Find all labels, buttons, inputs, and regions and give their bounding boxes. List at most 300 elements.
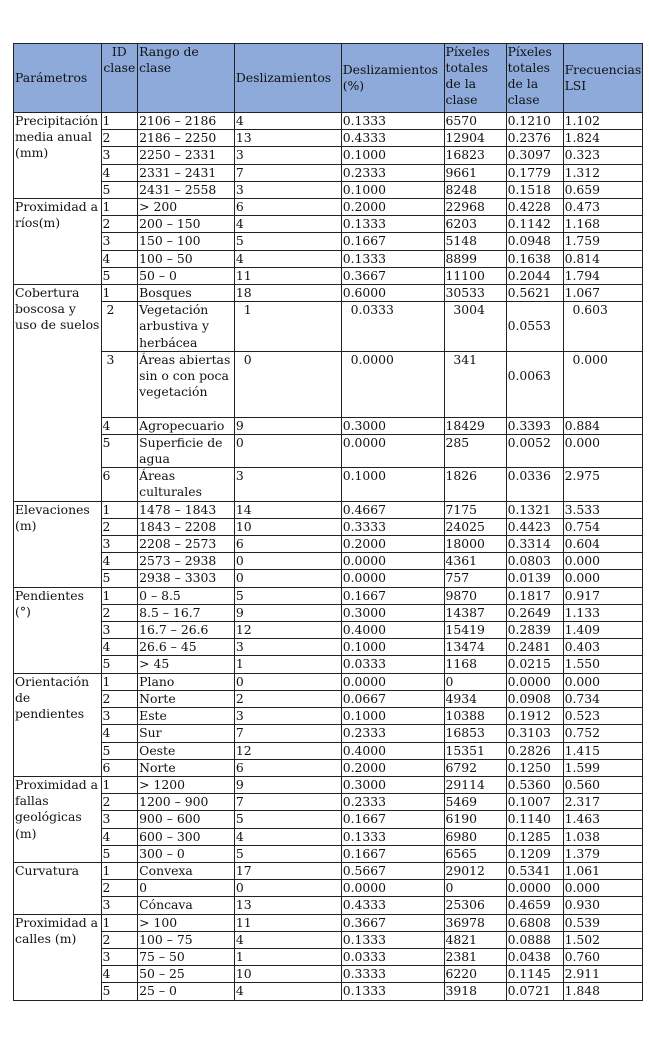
lsi-cell: 0.884 [563, 417, 642, 434]
pixeles-cell: 4821 [444, 931, 506, 948]
id-clase-cell: 3 [101, 948, 138, 965]
lsi-cell: 2.317 [563, 794, 642, 811]
table-row [14, 742, 643, 759]
deslizamientos-pct-cell: 0.1000 [341, 147, 444, 164]
id-clase-cell: 1 [101, 501, 138, 518]
deslizamientos-cell: 7 [234, 794, 341, 811]
table-header [14, 44, 643, 113]
lsi-cell: 1.794 [563, 267, 642, 284]
deslizamientos-pct-cell: 0.3667 [341, 267, 444, 284]
rango-cell: 2106 – 2186 [138, 113, 235, 130]
id-clase-cell: 3 [101, 897, 138, 914]
rango-cell: > 1200 [138, 776, 235, 793]
pixeles-cell: 1826 [444, 468, 506, 501]
table-row [14, 233, 643, 250]
rango-cell: Norte [138, 690, 235, 707]
id-clase-cell: 2 [101, 794, 138, 811]
rango-cell: Vegetación arbustiva y herbácea [138, 302, 235, 352]
deslizamientos-cell: 10 [234, 518, 341, 535]
table-row [14, 570, 643, 587]
lsi-cell: 0.917 [563, 587, 642, 604]
lsi-cell: 1.061 [563, 862, 642, 879]
pixeles-cell: 8899 [444, 250, 506, 267]
lsi-cell: 0.473 [563, 199, 642, 216]
id-clase-cell: 3 [101, 622, 138, 639]
table-row [14, 351, 643, 417]
header-pixeles-fraccion: Píxeles totales de la clase [506, 44, 563, 113]
table-row [14, 673, 643, 690]
deslizamientos-pct-cell: 0.3000 [341, 417, 444, 434]
pixeles-cell: 1168 [444, 656, 506, 673]
deslizamientos-pct-cell: 0.1000 [341, 708, 444, 725]
pixeles-cell: 7175 [444, 501, 506, 518]
deslizamientos-cell: 11 [234, 267, 341, 284]
lsi-cell: 0.000 [563, 553, 642, 570]
id-clase-cell: 2 [101, 216, 138, 233]
table-row [14, 828, 643, 845]
pixeles-fraccion-cell: 0.0803 [506, 553, 563, 570]
pixeles-cell: 12904 [444, 130, 506, 147]
pixeles-fraccion-cell: 0.5341 [506, 862, 563, 879]
rango-cell: Convexa [138, 862, 235, 879]
deslizamientos-cell: 7 [234, 725, 341, 742]
id-clase-cell: 1 [101, 587, 138, 604]
table-row [14, 897, 643, 914]
table-row [14, 587, 643, 604]
rango-cell: 100 – 50 [138, 250, 235, 267]
table-row [14, 690, 643, 707]
pixeles-cell: 3004 [444, 302, 506, 352]
pixeles-cell: 3918 [444, 983, 506, 1000]
id-clase-cell: 4 [101, 725, 138, 742]
pixeles-fraccion-cell: 0.1638 [506, 250, 563, 267]
deslizamientos-cell: 3 [234, 639, 341, 656]
deslizamientos-cell: 13 [234, 897, 341, 914]
table-row [14, 794, 643, 811]
lsi-cell: 0.539 [563, 914, 642, 931]
pixeles-fraccion-cell: 0.2376 [506, 130, 563, 147]
lsi-cell: 1.379 [563, 845, 642, 862]
pixeles-fraccion-cell: 0.2839 [506, 622, 563, 639]
pixeles-cell: 6190 [444, 811, 506, 828]
pixeles-fraccion-cell: 0.1779 [506, 164, 563, 181]
deslizamientos-pct-cell: 0.1333 [341, 983, 444, 1000]
rango-cell: Áreas abiertas sin o con poca vegetación [138, 351, 235, 417]
deslizamientos-pct-cell: 0.1333 [341, 931, 444, 948]
rango-cell: > 100 [138, 914, 235, 931]
deslizamientos-cell: 3 [234, 468, 341, 501]
lsi-cell: 1.168 [563, 216, 642, 233]
lsi-cell: 1.409 [563, 622, 642, 639]
pixeles-fraccion-cell: 0.1209 [506, 845, 563, 862]
table-row [14, 553, 643, 570]
id-clase-cell: 5 [101, 181, 138, 198]
pixeles-cell: 24025 [444, 518, 506, 535]
header-frecuencias-lsi: Frecuencias LSI [563, 44, 642, 113]
pixeles-cell: 11100 [444, 267, 506, 284]
pixeles-cell: 6570 [444, 113, 506, 130]
parameter-cell: Orientación de pendientes [14, 673, 102, 776]
rango-cell: 900 – 600 [138, 811, 235, 828]
pixeles-cell: 22968 [444, 199, 506, 216]
lsi-cell: 1.038 [563, 828, 642, 845]
id-clase-cell: 5 [101, 845, 138, 862]
pixeles-fraccion-cell: 0.5621 [506, 285, 563, 302]
pixeles-cell: 16853 [444, 725, 506, 742]
id-clase-cell: 5 [101, 983, 138, 1000]
pixeles-cell: 6792 [444, 759, 506, 776]
rango-cell: 2331 – 2431 [138, 164, 235, 181]
pixeles-fraccion-cell: 0.3097 [506, 147, 563, 164]
pixeles-fraccion-cell: 0.0063 [506, 351, 563, 417]
rango-cell: > 45 [138, 656, 235, 673]
pixeles-cell: 18429 [444, 417, 506, 434]
lsi-cell: 0.603 [563, 302, 642, 352]
lsi-cell: 0.560 [563, 776, 642, 793]
id-clase-cell: 4 [101, 966, 138, 983]
deslizamientos-cell: 7 [234, 164, 341, 181]
rango-cell: 300 – 0 [138, 845, 235, 862]
id-clase-cell: 5 [101, 267, 138, 284]
rango-cell: 0 [138, 880, 235, 897]
lsi-cell: 0.000 [563, 434, 642, 467]
pixeles-fraccion-cell: 0.6808 [506, 914, 563, 931]
deslizamientos-cell: 4 [234, 931, 341, 948]
pixeles-fraccion-cell: 0.2044 [506, 267, 563, 284]
deslizamientos-cell: 5 [234, 587, 341, 604]
deslizamientos-pct-cell: 0.1667 [341, 587, 444, 604]
deslizamientos-pct-cell: 0.2333 [341, 725, 444, 742]
pixeles-cell: 36978 [444, 914, 506, 931]
deslizamientos-pct-cell: 0.2333 [341, 794, 444, 811]
table-body [14, 113, 643, 1001]
table-row [14, 302, 643, 352]
table-row [14, 948, 643, 965]
lsi-cell: 0.000 [563, 880, 642, 897]
deslizamientos-pct-cell: 0.1333 [341, 250, 444, 267]
pixeles-fraccion-cell: 0.1321 [506, 501, 563, 518]
deslizamientos-pct-cell: 0.1333 [341, 828, 444, 845]
pixeles-fraccion-cell: 0.1518 [506, 181, 563, 198]
lsi-cell: 0.604 [563, 536, 642, 553]
lsi-cell: 0.734 [563, 690, 642, 707]
pixeles-cell: 14387 [444, 604, 506, 621]
pixeles-cell: 8248 [444, 181, 506, 198]
parameter-cell: Pendientes (°) [14, 587, 102, 673]
deslizamientos-cell: 12 [234, 742, 341, 759]
deslizamientos-cell: 4 [234, 113, 341, 130]
table-row [14, 880, 643, 897]
lsi-cell: 1.824 [563, 130, 642, 147]
id-clase-cell: 5 [101, 570, 138, 587]
deslizamientos-pct-cell: 0.1667 [341, 233, 444, 250]
pixeles-fraccion-cell: 0.2649 [506, 604, 563, 621]
id-clase-cell: 4 [101, 639, 138, 656]
lsi-cell: 1.463 [563, 811, 642, 828]
pixeles-cell: 341 [444, 351, 506, 417]
id-clase-cell: 1 [101, 285, 138, 302]
lsi-cell: 2.975 [563, 468, 642, 501]
table-row [14, 267, 643, 284]
deslizamientos-pct-cell: 0.1000 [341, 639, 444, 656]
pixeles-fraccion-cell: 0.0948 [506, 233, 563, 250]
pixeles-cell: 13474 [444, 639, 506, 656]
rango-cell: 50 – 0 [138, 267, 235, 284]
pixeles-cell: 15419 [444, 622, 506, 639]
header-id-clase: ID clase [101, 44, 138, 113]
deslizamientos-cell: 0 [234, 570, 341, 587]
pixeles-cell: 0 [444, 673, 506, 690]
pixeles-cell: 757 [444, 570, 506, 587]
deslizamientos-pct-cell: 0.3000 [341, 776, 444, 793]
rango-cell: 2938 – 3303 [138, 570, 235, 587]
deslizamientos-cell: 11 [234, 914, 341, 931]
rango-cell: 600 – 300 [138, 828, 235, 845]
pixeles-cell: 10388 [444, 708, 506, 725]
deslizamientos-pct-cell: 0.0333 [341, 948, 444, 965]
pixeles-fraccion-cell: 0.0336 [506, 468, 563, 501]
id-clase-cell: 1 [101, 914, 138, 931]
pixeles-cell: 29012 [444, 862, 506, 879]
rango-cell: Norte [138, 759, 235, 776]
pixeles-cell: 5469 [444, 794, 506, 811]
deslizamientos-cell: 17 [234, 862, 341, 879]
deslizamientos-cell: 1 [234, 948, 341, 965]
rango-cell: 26.6 – 45 [138, 639, 235, 656]
pixeles-fraccion-cell: 0.0000 [506, 673, 563, 690]
deslizamientos-cell: 0 [234, 434, 341, 467]
deslizamientos-cell: 0 [234, 553, 341, 570]
table-row [14, 708, 643, 725]
table-row [14, 656, 643, 673]
pixeles-fraccion-cell: 0.1145 [506, 966, 563, 983]
table-row [14, 417, 643, 434]
id-clase-cell: 3 [101, 708, 138, 725]
table-row [14, 604, 643, 621]
deslizamientos-cell: 10 [234, 966, 341, 983]
pixeles-fraccion-cell: 0.3103 [506, 725, 563, 742]
lsi-cell: 0.000 [563, 673, 642, 690]
lsi-cell: 1.759 [563, 233, 642, 250]
table-row [14, 914, 643, 931]
pixeles-fraccion-cell: 0.1817 [506, 587, 563, 604]
lsi-cell: 1.067 [563, 285, 642, 302]
table-row [14, 845, 643, 862]
table-row [14, 113, 643, 130]
header-deslizamientos: Deslizamientos [234, 44, 341, 113]
table-row [14, 216, 643, 233]
table-row [14, 518, 643, 535]
parameter-cell: Cobertura boscosa y uso de suelos [14, 285, 102, 502]
pixeles-fraccion-cell: 0.4423 [506, 518, 563, 535]
id-clase-cell: 1 [101, 673, 138, 690]
deslizamientos-pct-cell: 0.2000 [341, 199, 444, 216]
deslizamientos-cell: 3 [234, 181, 341, 198]
id-clase-cell: 2 [101, 931, 138, 948]
parameter-cell: Elevaciones (m) [14, 501, 102, 587]
pixeles-fraccion-cell: 0.1140 [506, 811, 563, 828]
rango-cell: 75 – 50 [138, 948, 235, 965]
deslizamientos-cell: 1 [234, 656, 341, 673]
lsi-cell: 2.911 [563, 966, 642, 983]
deslizamientos-pct-cell: 0.1333 [341, 113, 444, 130]
lsi-cell: 0.659 [563, 181, 642, 198]
id-clase-cell: 4 [101, 417, 138, 434]
pixeles-cell: 30533 [444, 285, 506, 302]
deslizamientos-pct-cell: 0.0000 [341, 880, 444, 897]
deslizamientos-pct-cell: 0.0000 [341, 553, 444, 570]
deslizamientos-pct-cell: 0.2333 [341, 164, 444, 181]
deslizamientos-pct-cell: 0.0333 [341, 302, 444, 352]
rango-cell: 8.5 – 16.7 [138, 604, 235, 621]
parameter-cell: Precipitación media anual (mm) [14, 113, 102, 199]
deslizamientos-cell: 5 [234, 845, 341, 862]
table-row [14, 181, 643, 198]
id-clase-cell: 6 [101, 759, 138, 776]
id-clase-cell: 5 [101, 742, 138, 759]
table-row [14, 759, 643, 776]
lsi-cell: 0.323 [563, 147, 642, 164]
pixeles-fraccion-cell: 0.1210 [506, 113, 563, 130]
rango-cell: 2431 – 2558 [138, 181, 235, 198]
lsi-cell: 1.415 [563, 742, 642, 759]
lsi-cell: 0.760 [563, 948, 642, 965]
table-row [14, 536, 643, 553]
deslizamientos-pct-cell: 0.5667 [341, 862, 444, 879]
deslizamientos-pct-cell: 0.4000 [341, 622, 444, 639]
table-row [14, 776, 643, 793]
rango-cell: > 200 [138, 199, 235, 216]
pixeles-cell: 0 [444, 880, 506, 897]
id-clase-cell: 2 [101, 690, 138, 707]
lsi-cell: 0.403 [563, 639, 642, 656]
deslizamientos-pct-cell: 0.0000 [341, 351, 444, 417]
id-clase-cell: 3 [101, 147, 138, 164]
pixeles-fraccion-cell: 0.0438 [506, 948, 563, 965]
rango-cell: 1478 – 1843 [138, 501, 235, 518]
parameter-cell: Proximidad a ríos(m) [14, 199, 102, 285]
deslizamientos-cell: 18 [234, 285, 341, 302]
pixeles-cell: 6203 [444, 216, 506, 233]
deslizamientos-cell: 6 [234, 759, 341, 776]
deslizamientos-cell: 6 [234, 199, 341, 216]
header-pixeles-totales: Píxeles totales de la clase [444, 44, 506, 113]
pixeles-fraccion-cell: 0.2481 [506, 639, 563, 656]
pixeles-fraccion-cell: 0.0553 [506, 302, 563, 352]
deslizamientos-cell: 0 [234, 880, 341, 897]
pixeles-fraccion-cell: 0.0908 [506, 690, 563, 707]
table-row [14, 862, 643, 879]
id-clase-cell: 6 [101, 468, 138, 501]
lsi-cell: 1.502 [563, 931, 642, 948]
rango-cell: Áreas culturales [138, 468, 235, 501]
rango-cell: 2573 – 2938 [138, 553, 235, 570]
id-clase-cell: 4 [101, 250, 138, 267]
rango-cell: 100 – 75 [138, 931, 235, 948]
pixeles-cell: 25306 [444, 897, 506, 914]
deslizamientos-cell: 0 [234, 351, 341, 417]
deslizamientos-cell: 13 [234, 130, 341, 147]
pixeles-fraccion-cell: 0.3314 [506, 536, 563, 553]
deslizamientos-pct-cell: 0.1333 [341, 216, 444, 233]
pixeles-cell: 9870 [444, 587, 506, 604]
lsi-cell: 0.523 [563, 708, 642, 725]
rango-cell: Superficie de agua [138, 434, 235, 467]
pixeles-fraccion-cell: 0.1142 [506, 216, 563, 233]
table-row [14, 811, 643, 828]
table-row [14, 501, 643, 518]
pixeles-fraccion-cell: 0.4659 [506, 897, 563, 914]
deslizamientos-pct-cell: 0.3333 [341, 966, 444, 983]
parameter-cell: Proximidad a fallas geológicas (m) [14, 776, 102, 862]
rango-cell: 1843 – 2208 [138, 518, 235, 535]
rango-cell: 50 – 25 [138, 966, 235, 983]
deslizamientos-cell: 9 [234, 776, 341, 793]
pixeles-cell: 6220 [444, 966, 506, 983]
parameter-cell: Curvatura [14, 862, 102, 914]
table-row [14, 966, 643, 983]
id-clase-cell: 4 [101, 553, 138, 570]
table-row [14, 434, 643, 467]
pixeles-cell: 6980 [444, 828, 506, 845]
table-row [14, 147, 643, 164]
deslizamientos-cell: 0 [234, 673, 341, 690]
pixeles-fraccion-cell: 0.0721 [506, 983, 563, 1000]
pixeles-fraccion-cell: 0.0139 [506, 570, 563, 587]
deslizamientos-pct-cell: 0.2000 [341, 759, 444, 776]
deslizamientos-pct-cell: 0.3667 [341, 914, 444, 931]
deslizamientos-pct-cell: 0.4000 [341, 742, 444, 759]
id-clase-cell: 3 [101, 536, 138, 553]
table-row [14, 250, 643, 267]
rango-cell: 150 – 100 [138, 233, 235, 250]
pixeles-cell: 9661 [444, 164, 506, 181]
id-clase-cell: 5 [101, 434, 138, 467]
deslizamientos-cell: 4 [234, 983, 341, 1000]
pixeles-cell: 4361 [444, 553, 506, 570]
deslizamientos-pct-cell: 0.1667 [341, 845, 444, 862]
pixeles-fraccion-cell: 0.1912 [506, 708, 563, 725]
rango-cell: Oeste [138, 742, 235, 759]
pixeles-cell: 29114 [444, 776, 506, 793]
rango-cell: Agropecuario [138, 417, 235, 434]
rango-cell: Sur [138, 725, 235, 742]
deslizamientos-pct-cell: 0.3333 [341, 518, 444, 535]
pixeles-cell: 2381 [444, 948, 506, 965]
rango-cell: Este [138, 708, 235, 725]
deslizamientos-cell: 4 [234, 250, 341, 267]
lsi-cell: 1.550 [563, 656, 642, 673]
table-row [14, 983, 643, 1000]
lsi-cell: 0.814 [563, 250, 642, 267]
id-clase-cell: 1 [101, 776, 138, 793]
id-clase-cell: 2 [101, 604, 138, 621]
table-row [14, 164, 643, 181]
table-row [14, 468, 643, 501]
pixeles-fraccion-cell: 0.2826 [506, 742, 563, 759]
deslizamientos-pct-cell: 0.0000 [341, 673, 444, 690]
id-clase-cell: 2 [101, 302, 138, 352]
deslizamientos-pct-cell: 0.0667 [341, 690, 444, 707]
pixeles-cell: 6565 [444, 845, 506, 862]
pixeles-fraccion-cell: 0.1007 [506, 794, 563, 811]
id-clase-cell: 4 [101, 828, 138, 845]
rango-cell: 2186 – 2250 [138, 130, 235, 147]
lsi-cell: 0.930 [563, 897, 642, 914]
pixeles-fraccion-cell: 0.1285 [506, 828, 563, 845]
table-row [14, 931, 643, 948]
table-row [14, 725, 643, 742]
